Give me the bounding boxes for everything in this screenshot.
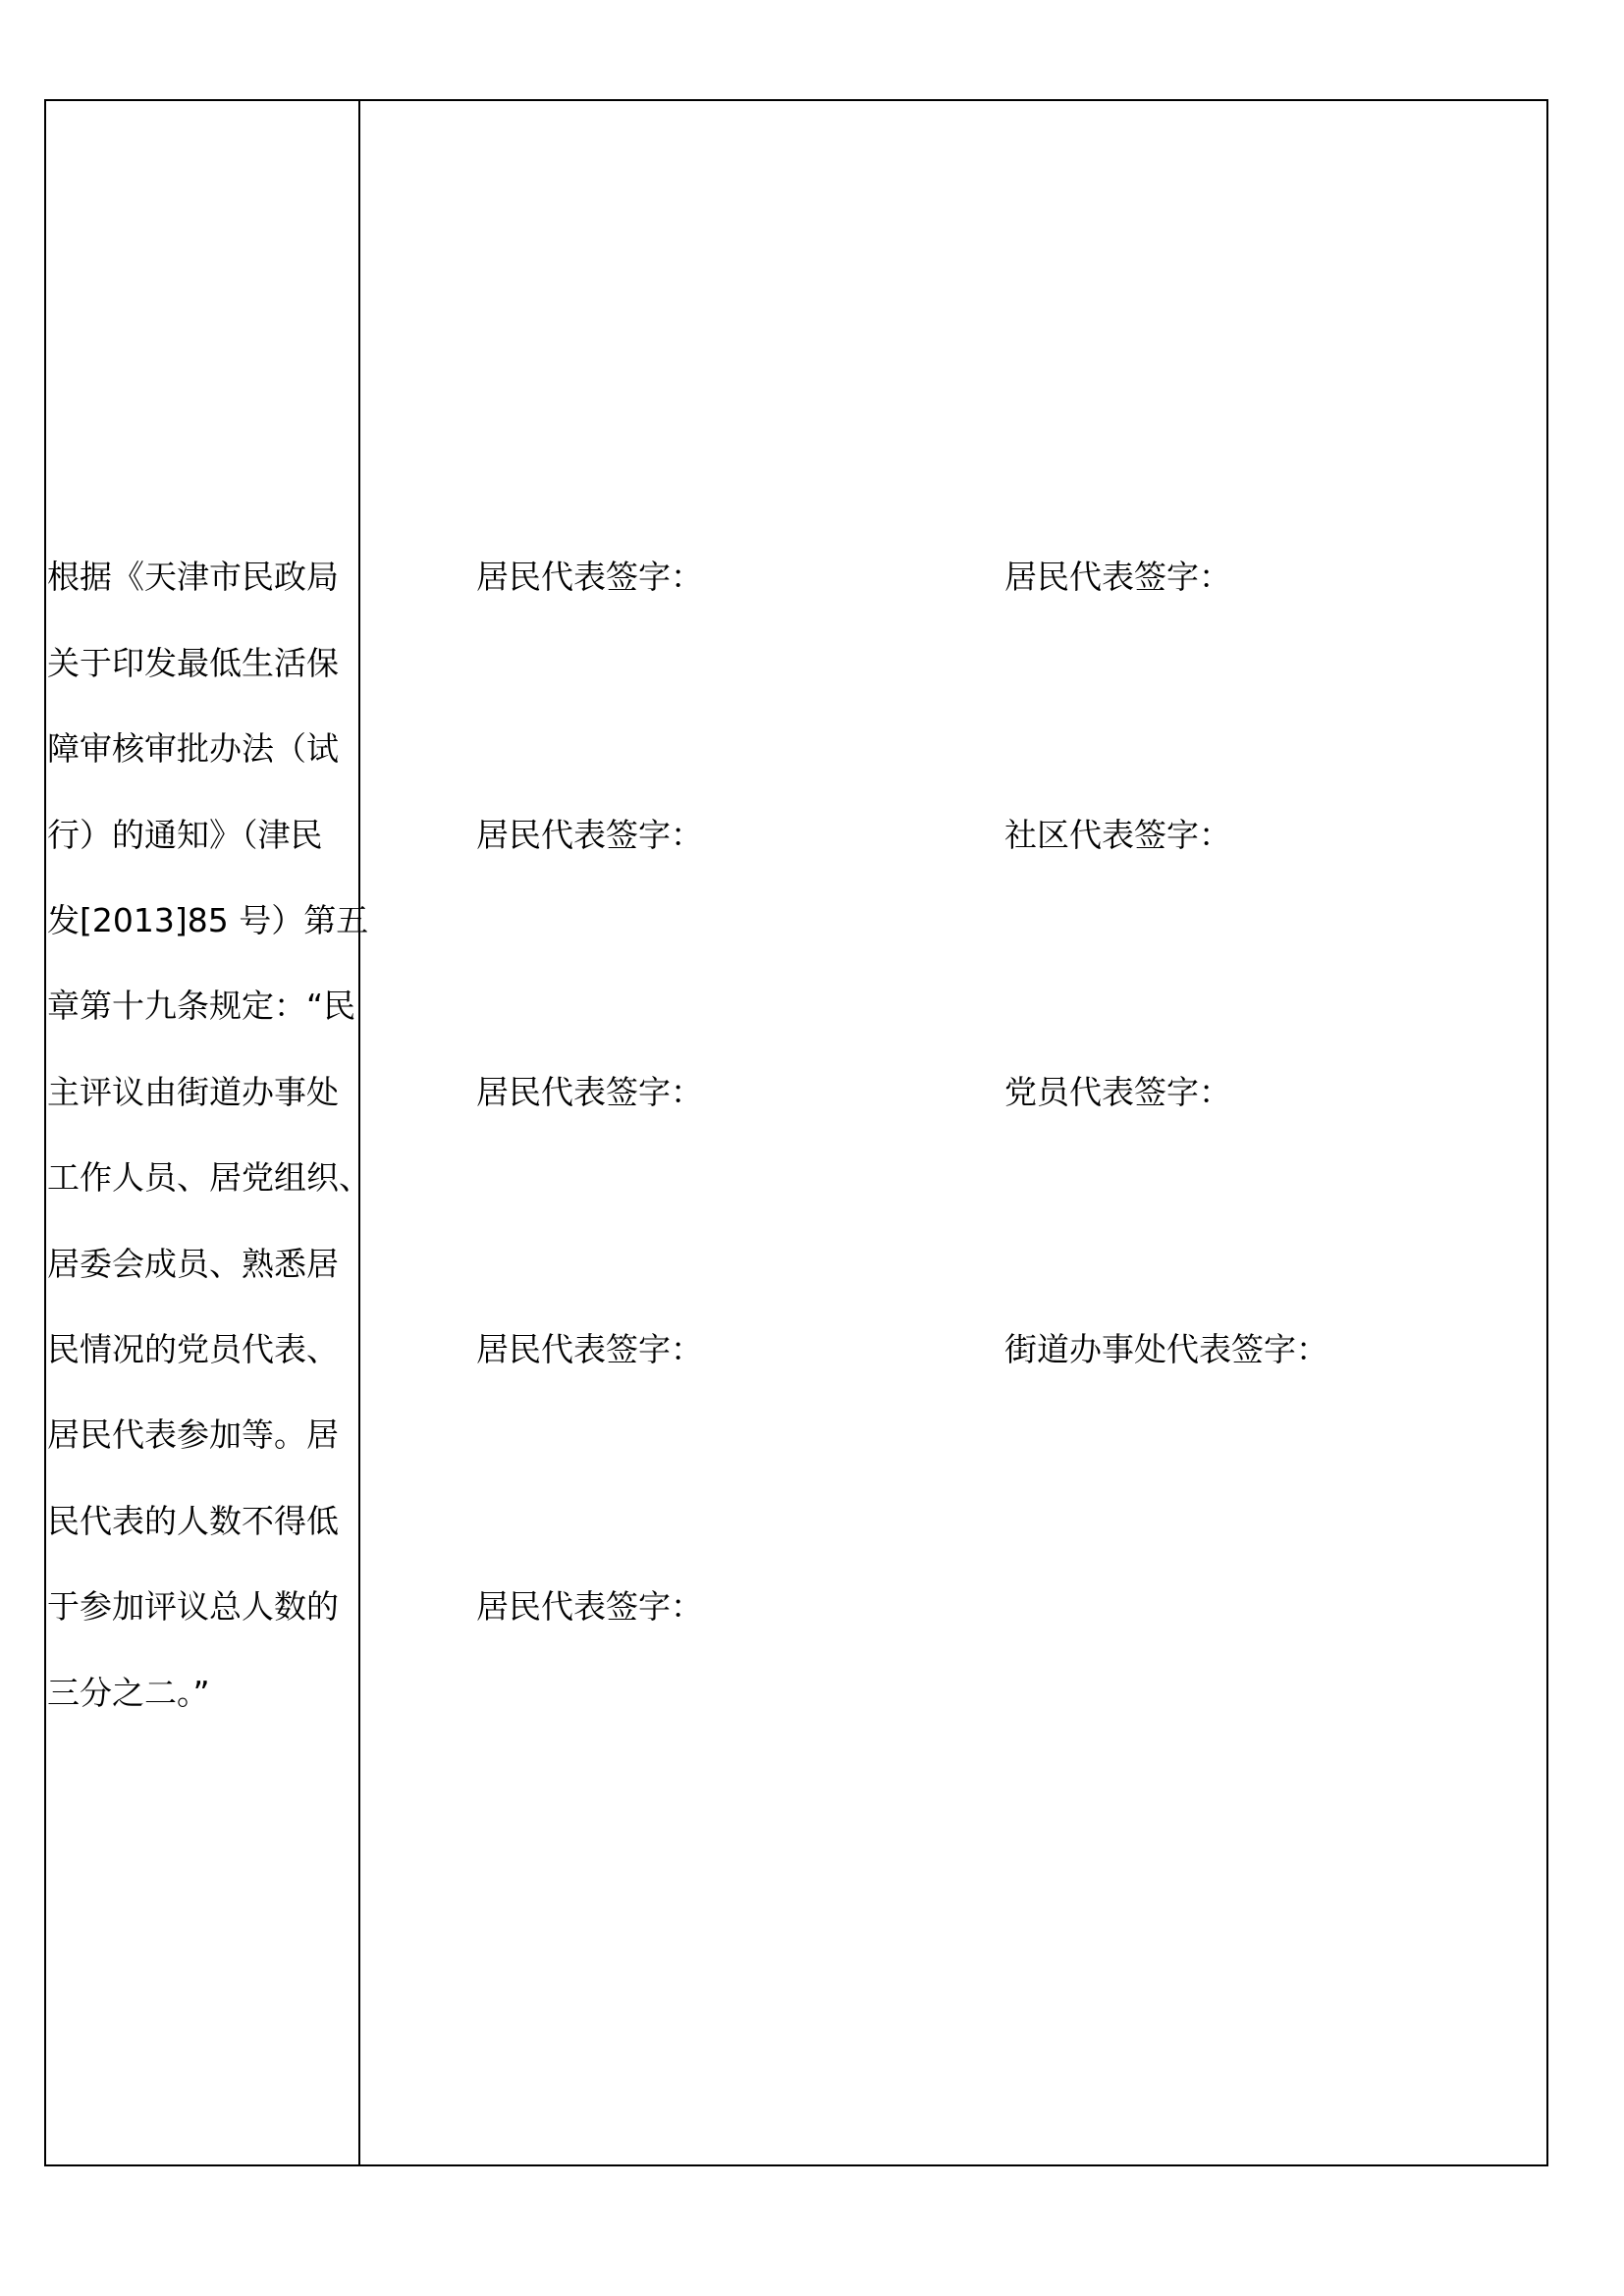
signature-form-table [44, 99, 1548, 2166]
resident-rep-signature-label: 居民代表签字： [476, 558, 703, 596]
basis-text-line: 居委会成员、熟悉居 [47, 1245, 339, 1283]
resident-rep-signature-label: 居民代表签字： [1004, 558, 1231, 596]
basis-text-line: 章第十九条规定：“民 [47, 987, 356, 1025]
basis-text-line: 三分之二。” [47, 1674, 210, 1712]
basis-text-line: 发[2013]85 号）第五 [47, 901, 369, 939]
basis-text-line: 于参加评议总人数的 [47, 1587, 339, 1626]
column-divider [358, 101, 360, 2164]
basis-text-line: 障审核审批办法（试 [47, 729, 339, 768]
party-member-rep-signature-label: 党员代表签字： [1004, 1073, 1231, 1111]
basis-text-line: 民情况的党员代表、 [47, 1330, 339, 1368]
regulation-basis-cell [46, 101, 371, 2164]
basis-text-line: 民代表的人数不得低 [47, 1502, 339, 1540]
basis-text-line: 工作人员、居党组织、 [47, 1158, 371, 1197]
basis-text-line: 主评议由街道办事处 [47, 1073, 339, 1111]
subdistrict-office-rep-signature-label: 街道办事处代表签字： [1004, 1330, 1328, 1368]
resident-rep-signature-label: 居民代表签字： [476, 1073, 703, 1111]
resident-rep-signature-label: 居民代表签字： [476, 816, 703, 854]
basis-text-line: 关于印发最低生活保 [47, 644, 339, 682]
basis-text-line: 行）的通知》（津民 [47, 816, 323, 854]
basis-text-line: 根据《天津市民政局 [47, 558, 339, 596]
community-rep-signature-label: 社区代表签字： [1004, 816, 1231, 854]
basis-text-line: 居民代表参加等。居 [47, 1415, 339, 1454]
resident-rep-signature-label: 居民代表签字： [476, 1330, 703, 1368]
resident-rep-signature-label: 居民代表签字： [476, 1587, 703, 1626]
